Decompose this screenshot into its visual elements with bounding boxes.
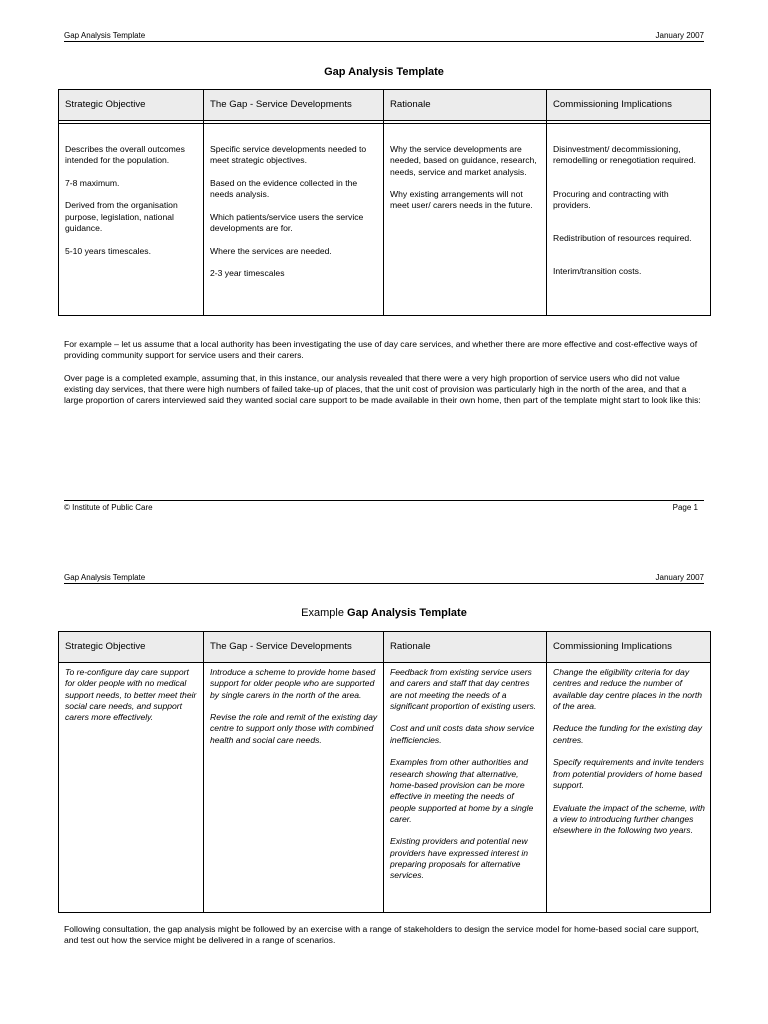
page1-body-text [64,339,704,407]
page1-cell-objective [59,124,204,316]
page1-footer-left: © Institute of Public Care [64,503,153,512]
page1-col-header: Rationale [384,90,547,121]
cell-paragraph: Cost and unit costs data show service inefficiencies. [390,723,535,745]
page1-header [64,31,704,42]
cell-paragraph: 2-3 year timescales [210,268,285,279]
cell-paragraph: Based on the evidence collected in the needs analysis. [210,177,358,200]
page2-col-header: Commissioning Implications [547,632,711,663]
page2-title [64,607,704,619]
page1-header-left: Gap Analysis Template [64,31,146,40]
page1-table-header-row [59,90,711,121]
cell-paragraph: Feedback from existing service users and carers and staff that day centres are not meeting the needs of a significant proportion of existing users. [390,667,537,711]
cell-paragraph: Change the eligibility criteria for day centres and reduce the number of available day centre places in the north of the area. [553,667,703,711]
page2-gap-table [58,631,711,913]
cell-paragraph: Reduce the funding for the existing day centres. [553,723,703,745]
page2-col-header: Rationale [384,632,547,663]
cell-paragraph: To re-configure day care support for older people with no medical support needs, to better meet their social care needs, and support carers more effectively. [65,667,197,723]
page2-header-right: January 2007 [655,573,704,582]
page1-col-header: Strategic Objective [59,90,204,121]
cell-paragraph: Existing providers and potential new providers have expressed interest in preparing proposals for alternative services. [390,836,529,881]
cell-paragraph: Procuring and contracting with providers. [553,188,669,210]
cell-paragraph: Specify requirements and invite tenders from potential providers of home based support. [553,757,704,790]
cell-paragraph: Evaluate the impact of the scheme, with a view to introducing further changes elsewhere in the following two years. [553,802,705,836]
page2-cell-gap [204,663,384,913]
page1-title [64,66,704,78]
page1-col-header: The Gap - Service Developments [204,90,384,121]
body-paragraph: For example – let us assume that a local authority has been investigating the use of day care services, and whether there are more effective and cost-effective ways of providing community support for service users and their carers. [64,339,698,361]
page1-table-row [59,124,711,316]
page1-cell-commissioning [547,124,711,316]
page1-col-header: Commissioning Implications [547,90,711,121]
page1-header-right: January 2007 [655,31,704,40]
page2-header-left: Gap Analysis Template [64,573,146,582]
page2-table-row [59,663,711,913]
page1-title-text: Gap Analysis Template [324,66,444,78]
page1-cell-gap [204,124,384,316]
page1-cell-rationale [384,124,547,316]
cell-paragraph: Describes the overall outcomes intended for the population. [65,144,185,166]
cell-paragraph: Why the service developments are needed, based on guidance, research, needs, service and market analysis. [390,144,537,177]
page2-cell-commissioning [547,663,711,913]
page2-col-header: Strategic Objective [59,632,204,663]
page2-table-header-row [59,632,711,663]
page1-footer [64,500,704,512]
body-paragraph: Over page is a completed example, assuming that, in this instance, our analysis revealed that there were a very high proportion of service users who did not value existing day services, that there were high numbers of failed take-up of places, that the unit cost of provision was particularly high in the north of the area, and that a large proportion of carers interviewed said they wanted social care support to be made available in their own home, then part of the template might start to look like this: [64,372,701,406]
page2-header [64,573,704,584]
cell-paragraph: 5-10 years timescales. [65,245,151,256]
page1-gap-table [58,89,711,316]
body-paragraph: Following consultation, the gap analysis might be followed by an exercise with a range of stakeholders to design the service model for home-based social care support, and test out how the service might be delivered in a range of scenarios. [64,924,699,946]
cell-paragraph: Interim/transition costs. [553,266,642,277]
cell-paragraph: Derived from the organisation purpose, legislation, national guidance. [65,200,178,234]
cell-paragraph: Introduce a scheme to provide home based support for older people who are supported by single carers in the north of the area. [210,667,376,700]
cell-paragraph: 7-8 maximum. [65,177,120,188]
cell-paragraph: Examples from other authorities and research showing that alternative, home-based provision can be more effective in meeting the needs of people supported at home by a single carer. [390,757,534,824]
cell-paragraph: Redistribution of resources required. [553,233,692,244]
page1-footer-page-number: Page 1 [672,503,698,512]
page2-body-text [64,924,704,947]
cell-paragraph: Specific service developments needed to meet strategic objectives. [210,144,367,166]
cell-paragraph: Why existing arrangements will not meet user/ carers needs in the future. [390,189,533,211]
page2-col-header: The Gap - Service Developments [204,632,384,663]
page2-cell-rationale [384,663,547,913]
cell-paragraph: Disinvestment/ decommissioning, remodelling or renegotiation required. [553,144,696,166]
page2-title-prefix: Example [301,607,344,619]
page2-cell-objective [59,663,204,913]
cell-paragraph: Where the services are needed. [210,245,332,256]
cell-paragraph: Which patients/service users the service developments are for. [210,211,364,234]
cell-paragraph: Revise the role and remit of the existing day centre to support only those with combined health and social care needs. [210,712,378,745]
page2-title-bold: Gap Analysis Template [347,607,467,619]
